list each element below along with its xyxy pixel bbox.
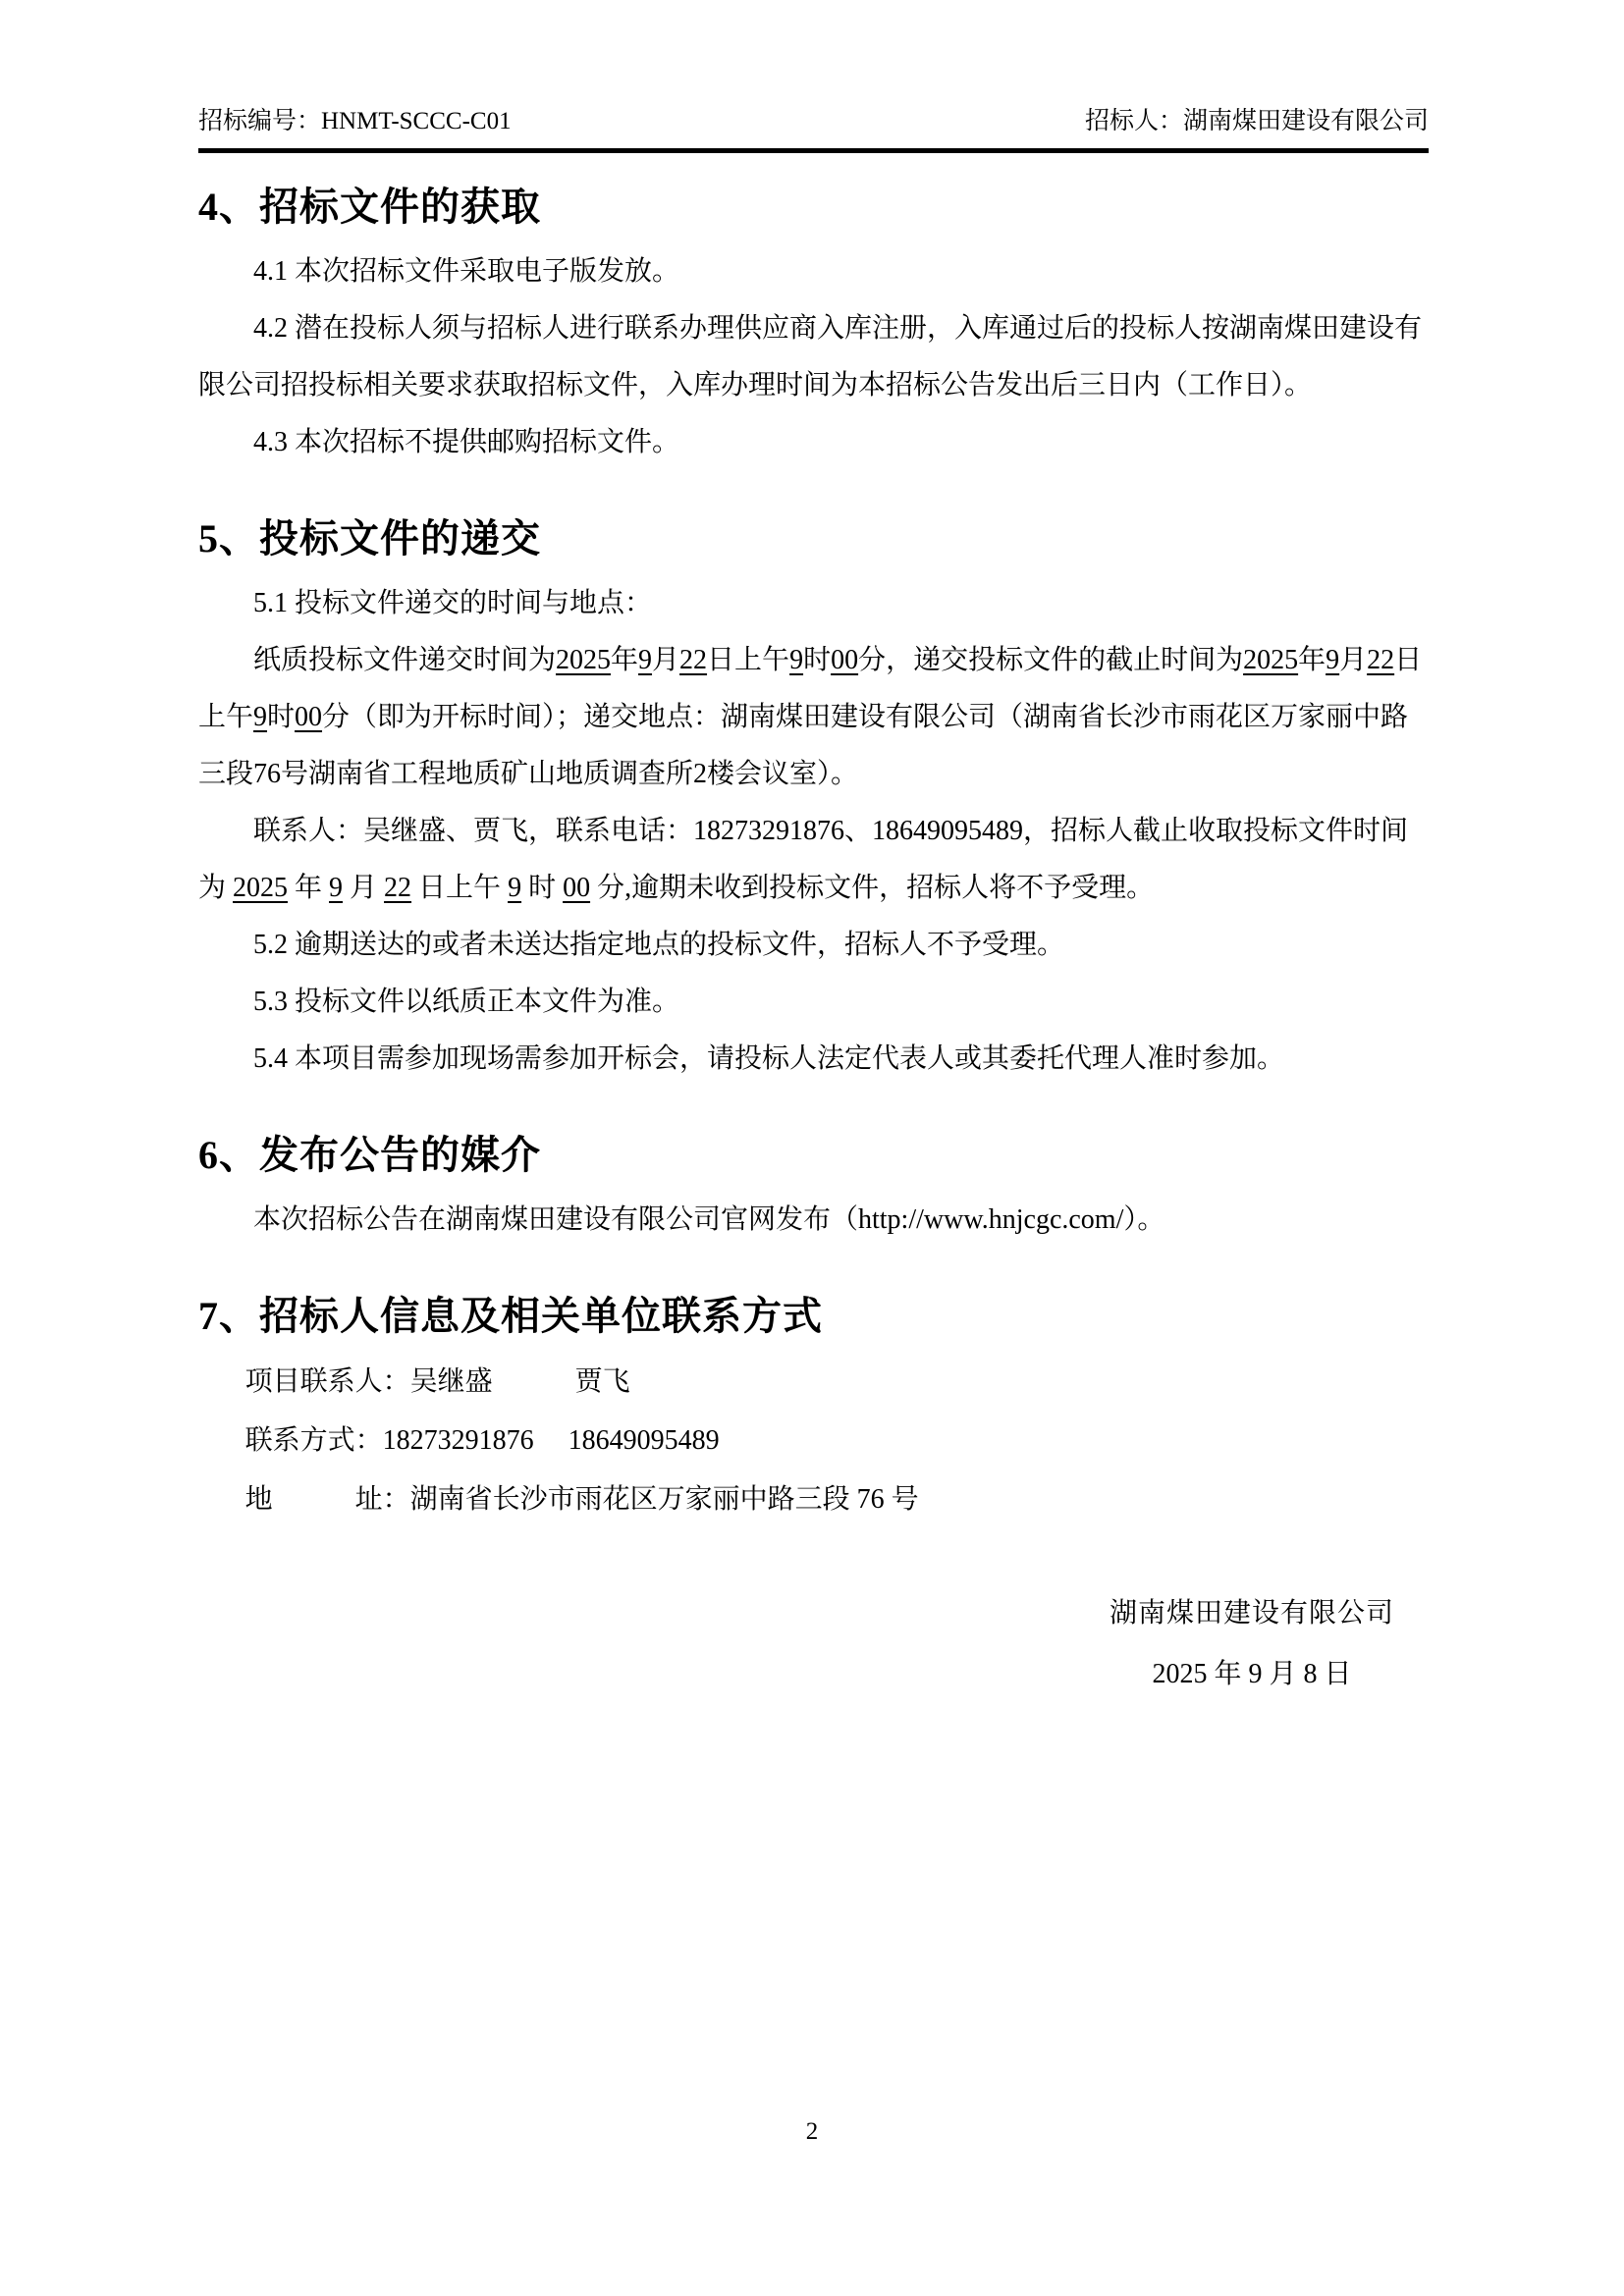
underlined-value: 9 [638,645,653,675]
paragraph [198,917,1429,974]
signature-company: 湖南煤田建设有限公司 [1109,1598,1394,1629]
section-heading-4: 4、招标文件的获取 [198,185,541,229]
bid-number: 招标编号：HNMT-SCCC-C01 [198,108,512,134]
text-segment: 月 [652,645,680,675]
text-segment: 联系人：吴继盛、贾飞，联系电话：18273291876、18649095489，招标人截止收取投标文件时间为 [198,816,1409,903]
text-segment: 地 址：湖南省长沙市雨花区万家丽中路三段 76 号 [244,1484,919,1515]
underlined-value: 9 [329,873,344,903]
signature-block [1110,1583,1394,1705]
tenderer-name: 招标人：湖南煤田建设有限公司 [1084,108,1429,134]
section-heading-6: 6、发布公告的媒介 [198,1133,541,1177]
paragraph [198,1192,1429,1249]
text-segment: 年 [288,873,330,903]
paragraph [198,803,1429,917]
underlined-value: 00 [295,702,323,732]
underlined-value: 22 [1367,645,1395,675]
paragraph [198,1031,1429,1088]
paragraph [198,414,1429,471]
paragraph [198,300,1429,414]
paragraph [198,243,1429,300]
text-segment: 日上午 [198,645,1423,732]
text-segment: 联系方式：18273291876 18649095489 [244,1425,720,1456]
paragraph [198,974,1429,1031]
text-segment: 5.3 投标文件以纸质正本文件为准。 [253,987,680,1017]
underlined-value: 22 [384,873,412,903]
paragraph [198,1412,1429,1470]
underlined-value: 9 [508,873,522,903]
underlined-value: 00 [831,645,859,675]
text-segment: 分，递交投标文件的截止时间为 [858,645,1244,675]
underlined-value: 2025 [1243,645,1299,675]
paragraph [198,1353,1429,1412]
text-segment: 年 [1298,645,1326,675]
section-heading-5: 5、投标文件的递交 [198,516,541,561]
underlined-value: 9 [253,702,268,732]
text-segment: 4.1 本次招标文件采取电子版发放。 [253,256,680,287]
text-segment: 4.2 潜在投标人须与招标人进行联系办理供应商入库注册，入库通过后的投标人按湖南煤田建设有限公司招投标相关要求获取招标文件，入库办理时间为本招标公告发出后三日内（工作日）。 [198,313,1423,400]
text-segment: 时 [803,645,832,675]
signature-date: 2025 年 9 月 8 日 [1152,1659,1352,1689]
paragraph [198,632,1429,803]
underlined-value: 2025 [556,645,612,675]
paragraph [198,575,1429,632]
text-segment: 月 [343,873,385,903]
paragraph [198,1470,1429,1529]
text-segment: 时 [267,702,296,732]
underlined-value: 9 [1326,645,1340,675]
page-number: 2 [805,2118,819,2145]
text-segment: 时 [521,873,564,903]
underlined-value: 2025 [233,873,289,903]
text-segment: 日上午 [707,645,790,675]
text-segment: 年 [611,645,639,675]
underlined-value: 9 [789,645,804,675]
text-segment: 本次招标公告在湖南煤田建设有限公司官网发布（http://www.hnjcgc.com/）。 [253,1204,1165,1235]
text-segment: 分（即为开标时间）；递交地点：湖南煤田建设有限公司（湖南省长沙市雨花区万家丽中路三段76号湖南省工程地质矿山地质调查所2楼会议室）。 [198,702,1409,789]
text-segment: 纸质投标文件递交时间为 [253,645,557,675]
underlined-value: 00 [563,873,591,903]
text-segment: 日上午 [411,873,509,903]
underlined-value: 22 [679,645,708,675]
text-segment: 4.3 本次招标不提供邮购招标文件。 [253,427,680,457]
text-segment: 5.4 本项目需参加现场需参加开标会，请投标人法定代表人或其委托代理人准时参加。 [253,1043,1285,1074]
page-header [198,105,1429,153]
text-segment: 项目联系人：吴继盛 贾飞 [244,1366,630,1397]
text-segment: 分,逾期未收到投标文件，招标人将不予受理。 [590,873,1155,903]
text-segment: 月 [1339,645,1368,675]
document-sections [198,181,1429,1529]
text-segment: 5.1 投标文件递交的时间与地点： [253,588,653,618]
text-segment: 5.2 逾期送达的或者未送达指定地点的投标文件，招标人不予受理。 [253,930,1065,960]
section-heading-7: 7、招标人信息及相关单位联系方式 [198,1294,823,1338]
